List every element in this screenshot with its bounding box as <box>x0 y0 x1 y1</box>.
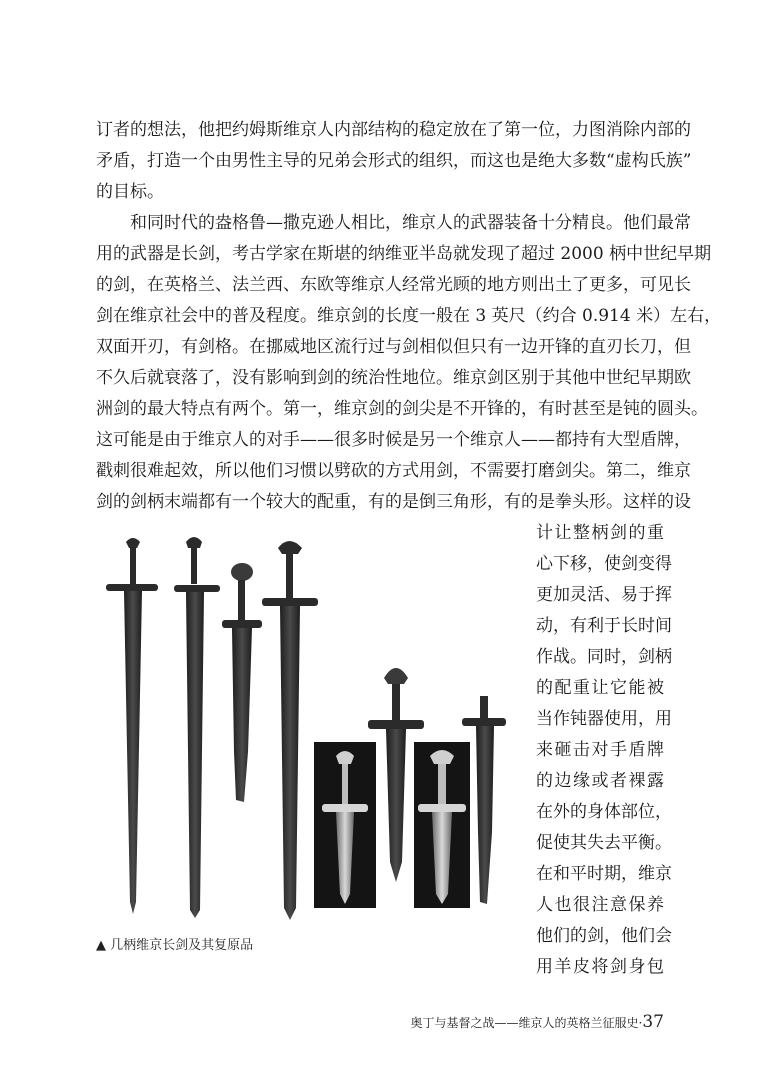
swords-figure <box>96 532 516 924</box>
side-line: 的配重让它能被 <box>536 678 664 698</box>
sword-1 <box>106 538 158 914</box>
replica-plaque-1 <box>314 742 376 908</box>
body-line: 剑在维京社会中的普及程度。维京剑的长度一般在 3 英尺（约合 0.914 米）左右， <box>96 306 722 326</box>
body-line: 不久后就衰落了，没有影响到剑的统治性地位。维京剑区别于其他中世纪早期欧 <box>96 368 691 388</box>
page-footer <box>411 1012 664 1032</box>
body-line: 剑的剑柄末端都有一个较大的配重，有的是倒三角形，有的是拳头形。这样的设 <box>96 492 691 512</box>
sword-3 <box>222 563 262 802</box>
footer-separator: · <box>638 1016 643 1030</box>
side-line: 动，有利于长时间 <box>536 616 672 636</box>
side-line: 他们的剑，他们会 <box>536 926 672 946</box>
side-line: 计让整柄剑的重 <box>536 523 664 543</box>
body-line: 的剑，在英格兰、法兰西、东欧等维京人经常光顾的地方则出土了更多，可见长 <box>96 275 691 295</box>
body-line: 双面开刃，有剑格。在挪威地区流行过与剑相似但只有一边开锋的直刃长刀，但 <box>96 337 691 357</box>
figure-caption: ▲ 几柄维京长剑及其复原品 <box>96 938 254 953</box>
side-line: 更加灵活、易于挥 <box>536 585 672 605</box>
body-line: 用的武器是长剑，考古学家在斯堪的纳维亚半岛就发现了超过 2000 柄中世纪早期 <box>96 244 712 264</box>
body-line: 戳刺很难起效，所以他们习惯以劈砍的方式用剑，不需要打磨剑尖。第二，维京 <box>96 461 691 481</box>
side-line: 的边缘或者裸露 <box>536 771 664 791</box>
body-line: 这可能是由于维京人的对手——很多时候是另一个维京人——都持有大型盾牌， <box>96 430 691 450</box>
side-line: 在外的身体部位， <box>536 802 672 822</box>
body-line: 矛盾，打造一个由男性主导的兄弟会形式的组织，而这也是绝大多数“虚构氏族” <box>96 151 692 171</box>
body-line: 和同时代的盎格鲁—撒克逊人相比，维京人的武器装备十分精良。他们最常 <box>96 213 691 233</box>
side-line: 来砸击对手盾牌 <box>536 740 664 760</box>
sword-4 <box>262 541 318 920</box>
body-line: 的目标。 <box>96 182 164 202</box>
side-line: 促使其失去平衡。 <box>536 833 672 853</box>
side-line: 用羊皮将剑身包 <box>536 957 664 977</box>
swords-illustration <box>96 532 516 924</box>
side-line: 作战。同时，剑柄 <box>536 647 672 667</box>
side-line: 当作钝器使用，用 <box>536 709 672 729</box>
body-line: 订者的想法，他把约姆斯维京人内部结构的稳定放在了第一位，力图消除内部的 <box>96 120 691 140</box>
running-title: 奥丁与基督之战——维京人的英格兰征服史 <box>410 1016 639 1030</box>
replica-plaque-2 <box>414 742 470 908</box>
side-line: 在和平时期，维京 <box>536 864 672 884</box>
sword-2 <box>174 537 220 918</box>
side-line: 心下移，使剑变得 <box>536 554 672 574</box>
page-number: 37 <box>642 1012 664 1032</box>
body-line: 洲剑的最大特点有两个。第一，维京剑的剑尖是不开锋的，有时甚至是钝的圆头。 <box>96 399 708 419</box>
side-line: 人也很注意保养 <box>536 895 664 915</box>
